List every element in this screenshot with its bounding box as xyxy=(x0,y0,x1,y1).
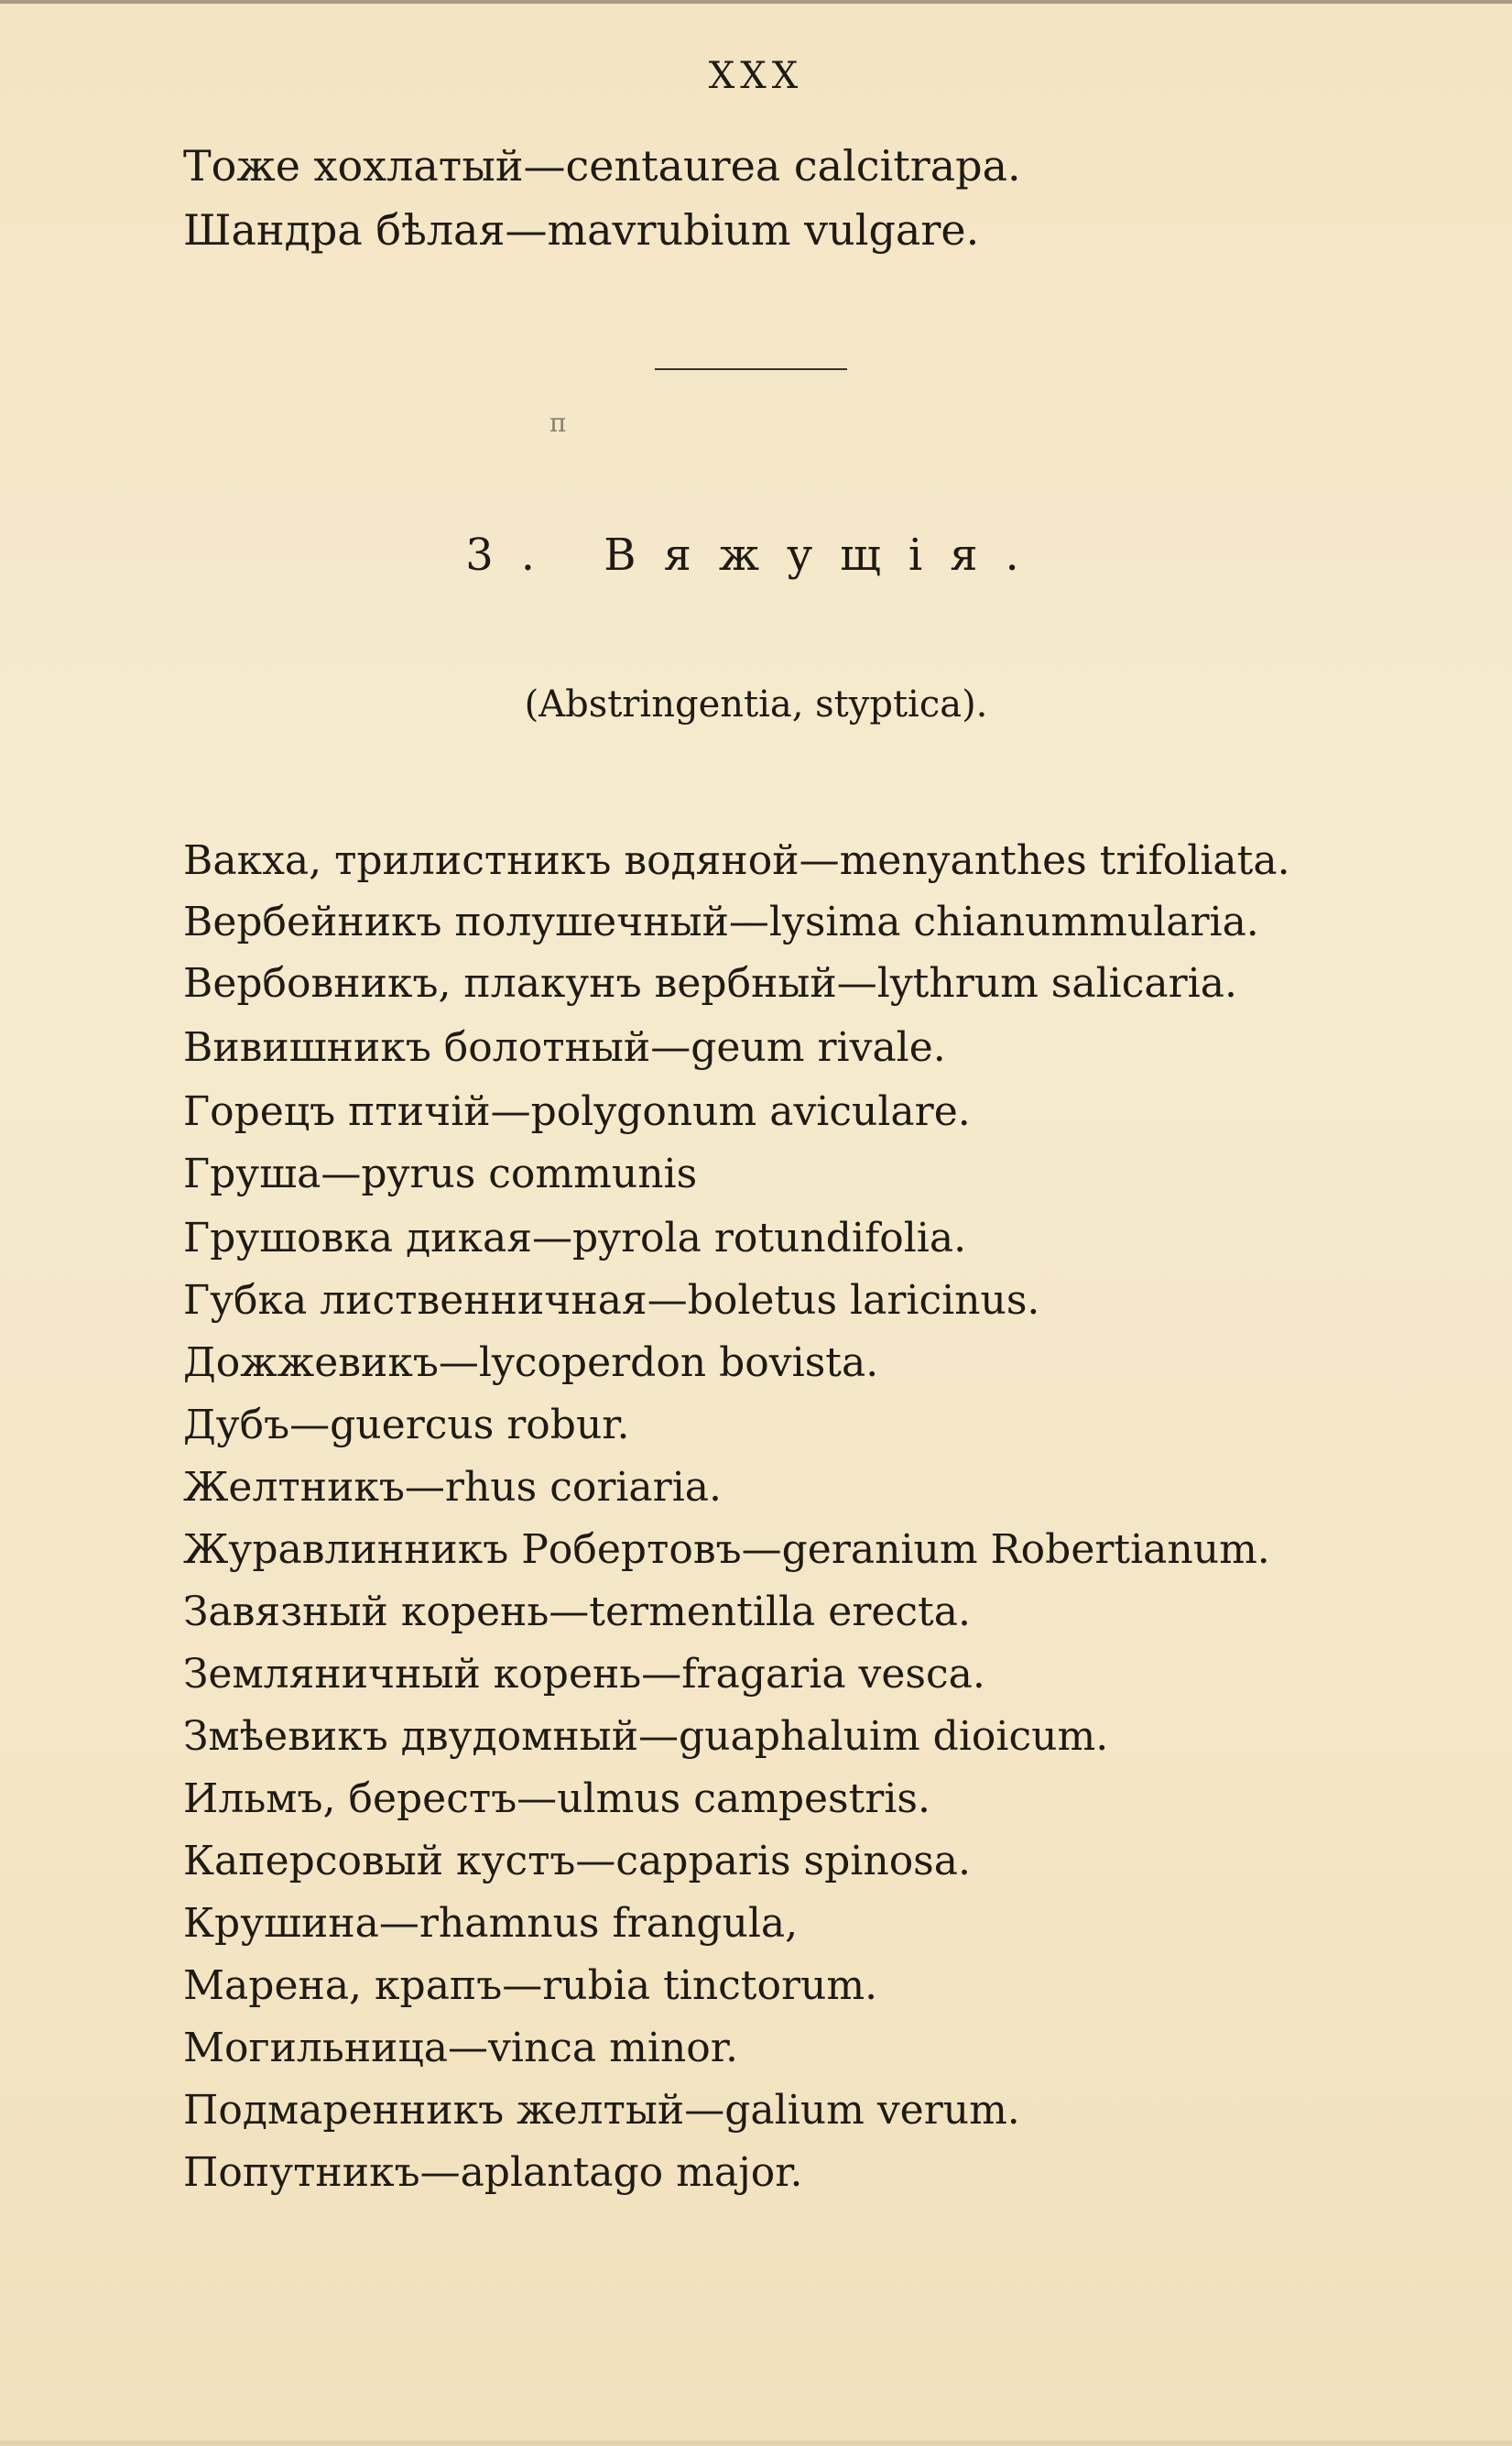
entry-18: Крушина—rhamnus frangula, xyxy=(183,1900,799,1947)
intro-line-2: Шандра бѣлая—mavrubium vulgare. xyxy=(183,205,980,255)
small-mark: п xyxy=(549,408,567,438)
entry-11: Желтникъ—rhus coriaria. xyxy=(183,1464,722,1511)
entry-3: Вербовникъ, плакунъ вербный—lythrum salicaria. xyxy=(183,960,1237,1007)
entry-9: Дожжевикъ—lycoperdon bovista. xyxy=(183,1339,879,1386)
entry-14: Земляничный корень—fragaria vesca. xyxy=(183,1651,985,1698)
entry-22: Попутникъ—aplantago major. xyxy=(183,2149,803,2196)
entry-15: Змѣевикъ двудомный—guaphaluim dioicum. xyxy=(183,1713,1109,1760)
entry-4: Вивишникъ болотный—geum rivale. xyxy=(183,1024,946,1071)
entry-17: Каперсовый кустъ—capparis spinosa. xyxy=(183,1838,971,1884)
entry-21: Подмаренникъ желтый—galium verum. xyxy=(183,2087,1020,2134)
entry-5: Горецъ птичій—polygonum aviculare. xyxy=(183,1088,971,1135)
entry-10: Дубъ—guercus robur. xyxy=(183,1402,630,1448)
entry-1: Вакха, трилистникъ водяной—menyanthes trifoliata. xyxy=(183,837,1290,884)
entry-2: Вербейникъ полушечный—lysima chianummularia. xyxy=(183,899,1259,945)
bottom-margin xyxy=(0,2441,1512,2446)
entry-8: Губка лиственничная—boletus laricinus. xyxy=(183,1277,1040,1324)
section-heading: 3. Вяжущія. xyxy=(465,530,1047,581)
page-number: XXX xyxy=(708,55,804,97)
entry-12: Журавлинникъ Робертовъ—geranium Robertianum. xyxy=(183,1526,1270,1573)
entry-13: Завязный корень—termentilla erecta. xyxy=(183,1589,971,1635)
intro-line-1: Тоже хохлатый—centaurea calcitrapa. xyxy=(183,141,1021,191)
entry-16: Ильмъ, берестъ—ulmus campestris. xyxy=(183,1775,930,1822)
entry-19: Марена, крапъ—rubia tinctorum. xyxy=(183,1962,878,2009)
entry-7: Грушовка дикая—pyrola rotundifolia. xyxy=(183,1215,967,1261)
entry-6: Груша—pyrus communis xyxy=(183,1151,698,1197)
entry-20: Могильница—vinca minor. xyxy=(183,2025,738,2071)
section-subtitle: (Abstringentia, styptica). xyxy=(524,683,988,726)
